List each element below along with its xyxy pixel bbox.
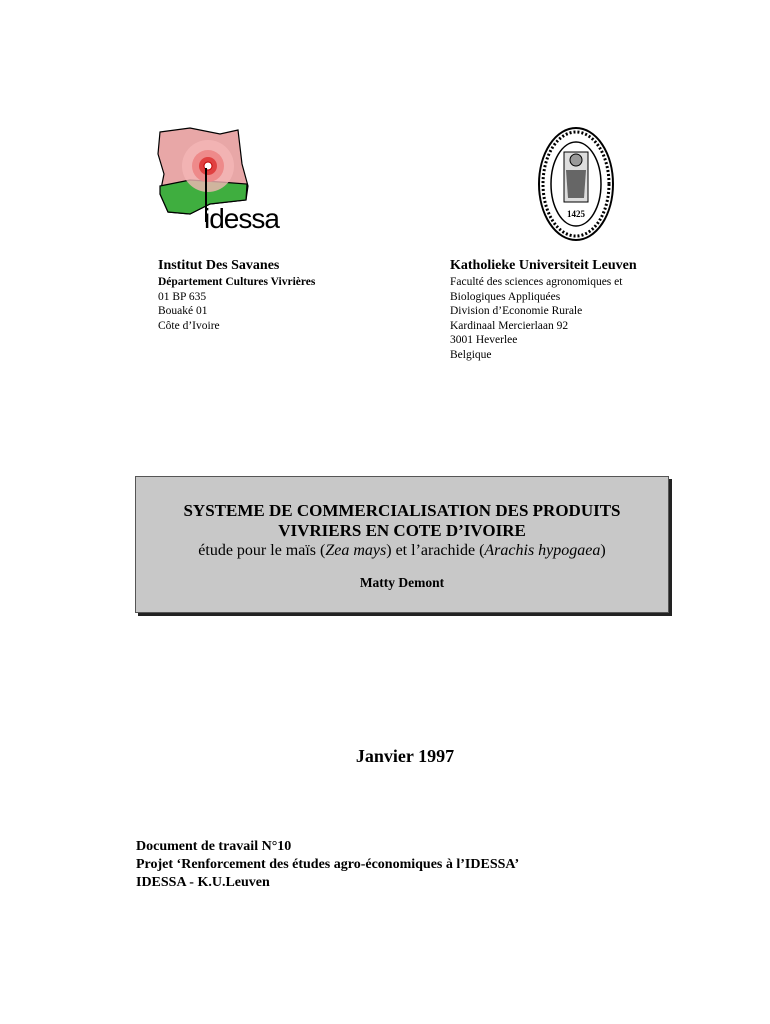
right-address-line: Biologiques Appliquées [450,290,561,303]
footer-institutions: IDESSA - K.U.Leuven [136,875,270,890]
left-address-line: 01 BP 635 [158,290,207,303]
idessa-logo [150,124,310,234]
footer-project: Projet ‘Renforcement des études agro-économiques à l’IDESSA’ [136,857,520,872]
footer [136,838,519,892]
subtitle-mid: ) et l’arachide ( [386,542,485,559]
species-zea-mays: Zea mays [325,542,387,559]
subtitle-pre: étude pour le maïs ( [198,542,326,559]
left-institution-name: Institut Des Savanes [158,258,280,273]
subtitle [136,541,668,561]
right-address-line: Division d’Economie Rurale [450,305,583,317]
author: Matty Demont [359,575,445,590]
title-line-2: VIVRIERS EN COTE D’IVOIRE [278,521,526,540]
kul-seal-year: 1425 [567,209,585,219]
right-address-line: Kardinaal Mercierlaan 92 [450,319,569,332]
right-address-line: 3001 Heverlee [450,334,518,346]
title-box [135,476,669,613]
footer-document-number: Document de travail N°10 [136,839,292,854]
left-address-line: Bouaké 01 [158,305,208,317]
right-institution-name: Katholieke Universiteit Leuven [450,258,637,273]
left-institution-department: Département Cultures Vivrières [158,276,316,288]
document-date: Janvier 1997 [355,746,455,766]
species-arachis-hypogaea: Arachis hypogaea [484,542,601,559]
left-address-line: Côte d’Ivoire [158,319,220,332]
idessa-logo-text: IDESSA [204,203,279,234]
left-institution [158,257,418,333]
title-line-1: SYSTEME DE COMMERCIALISATION DES PRODUITS [183,501,621,520]
right-address-line: Belgique [450,348,492,361]
kul-seal [536,126,616,244]
right-institution [450,257,710,362]
right-address-line: Faculté des sciences agronomiques et [450,276,623,288]
subtitle-post: ) [600,542,606,559]
